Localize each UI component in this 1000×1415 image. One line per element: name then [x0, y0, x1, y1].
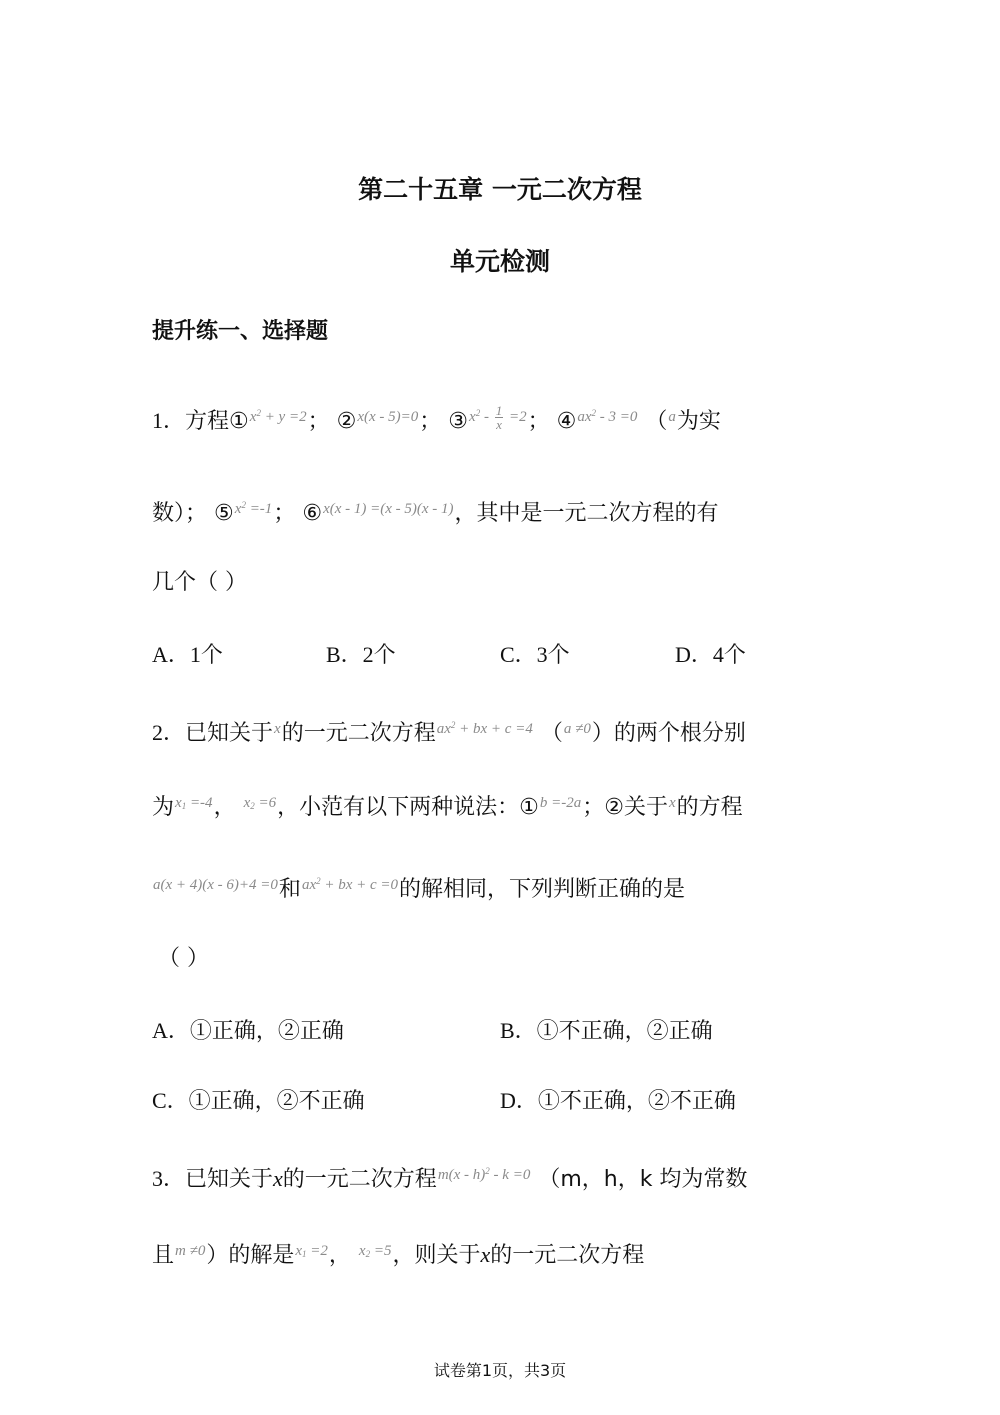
question-3-line-2: 且$^{m \ne 0}$）的解是$^{x_1 =2}$， $^{x_2 =5}$，则关于x的一元二次方程 — [152, 1242, 645, 1268]
question-2-blank: （ ） — [158, 946, 209, 971]
variable-a: a — [668, 409, 676, 425]
circled-four: ④ — [556, 409, 577, 434]
circled-two: ② — [336, 409, 357, 434]
equation-4: ax2 - 3 =0 — [577, 408, 638, 425]
variable-x: x — [668, 795, 676, 811]
variable-x: x — [274, 721, 281, 737]
equation-q2-factored: a(x + 4)(x - 6)+4 =0 — [153, 877, 278, 893]
root-x1: x1 =-4 — [175, 795, 213, 811]
option-b[interactable]: B．2个 — [326, 642, 396, 667]
question-3-line-1: 3．已知关于x的一元二次方程$^{m(x - h)^2 - k =0}$ （m，h，k 均为常数 — [152, 1166, 748, 1192]
variable-x: x — [480, 1242, 491, 1267]
question-1-line-1: 1．方程①$^{x^2 + y =2}$； ②$^{x(x - 5)=0}$； ③$^{x^2 - \frac{1}{x} =2}$； ④$^{ax^2 - 3 =0}$ （$^a$为实 — [152, 403, 721, 434]
option-a[interactable]: A．①正确，②正确 — [152, 1018, 344, 1043]
equation-q2-standard: ax2 + bx + c =0 — [301, 876, 399, 893]
condition-a-nonzero: a ≠0 — [563, 721, 591, 737]
question-2-line-3: $^{a(x + 4)(x - 6)+4 =0}$和$^{ax^2 + bx + c =0}$的解相同，下列判断正确的是 — [153, 876, 686, 902]
option-d[interactable]: D．①不正确，②不正确 — [500, 1088, 736, 1113]
question-2-line-2: 为$^{x_1 =-4}$， $^{x_2 =6}$，小范有以下两种说法：①$^{b =-2a}$；②关于$^x$的方程 — [152, 795, 743, 820]
equation-3: x2 - 1 x =2 — [469, 403, 527, 433]
unit-title: 单元检测 — [449, 247, 550, 276]
equation-6: x(x - 1) =(x - 5)(x - 1) — [323, 501, 454, 517]
option-b[interactable]: B．①不正确，②正确 — [500, 1018, 713, 1043]
question-1-line-3: 几个（ ） — [152, 570, 247, 595]
root-x1: x1 =2 — [295, 1243, 328, 1259]
question-2-line-1: 2．已知关于$^x$的一元二次方程$^{ax^2 + bx + c =4}$ （$^{a \ne 0}$）的两个根分别 — [152, 720, 746, 746]
condition-m-nonzero: m ≠0 — [175, 1243, 206, 1259]
question-1-line-2: 数）； ⑤$^{x^2 =-1}$； ⑥$^{x(x - 1) =(x - 5)(x - 1)}$，其中是一元二次方程的有 — [152, 500, 719, 526]
option-a[interactable]: A．1个 — [152, 642, 223, 667]
variable-x: x — [273, 1166, 283, 1191]
question-number: 2． — [152, 720, 186, 745]
root-x2: x2 =5 — [358, 1243, 392, 1259]
root-x2: x2 =6 — [243, 795, 277, 811]
question-number: 1． — [152, 408, 186, 433]
chapter-title: 第二十五章 一元二次方程 — [358, 175, 642, 204]
option-d[interactable]: D．4个 — [675, 642, 746, 667]
equation-q2-main: ax2 + bx + c =4 — [436, 720, 533, 737]
question-number: 3． — [152, 1166, 186, 1191]
option-c[interactable]: C．3个 — [500, 642, 570, 667]
statement-b: b =-2a — [539, 795, 582, 811]
equation-2: x(x - 5)=0 — [357, 409, 419, 425]
equation-q3-main: m(x - h)2 - k =0 — [437, 1166, 531, 1183]
section-title: 提升练一、选择题 — [152, 319, 329, 344]
option-c[interactable]: C．①正确，②不正确 — [152, 1088, 365, 1113]
equation-5: x2 =-1 — [234, 500, 273, 517]
circled-six: ⑥ — [302, 501, 323, 526]
circled-one: ① — [229, 409, 249, 434]
page-footer: 试卷第1页，共3页 — [433, 1361, 567, 1380]
circled-five: ⑤ — [214, 501, 234, 526]
parameters-note: （m，h，k 均为常数 — [538, 1167, 748, 1192]
equation-1: x2 + y =2 — [249, 408, 307, 425]
circled-three: ③ — [448, 409, 469, 434]
